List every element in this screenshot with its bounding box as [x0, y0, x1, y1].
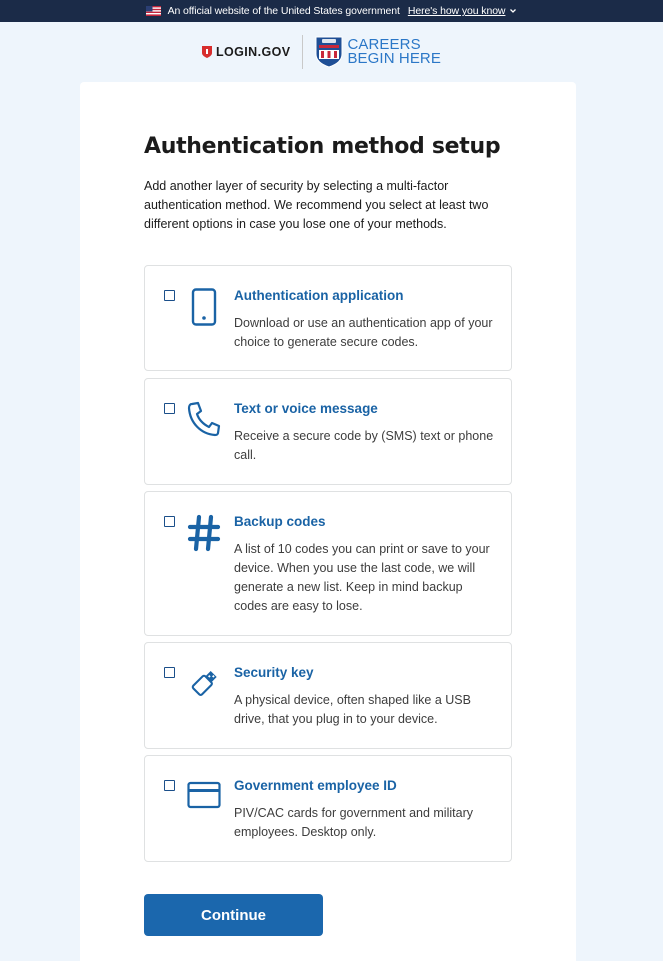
phone-handset-icon	[187, 401, 221, 439]
job-corps-shield-icon	[315, 36, 343, 68]
option-description: A physical device, often shaped like a USB drive, that you plug in to your device.	[234, 693, 471, 726]
option-backup-codes[interactable]	[144, 491, 512, 636]
checkbox[interactable]	[164, 667, 175, 678]
careers-logo	[315, 36, 441, 68]
shield-icon	[202, 46, 212, 58]
phone-device-icon	[187, 288, 221, 326]
careers-line-2: BEGIN HERE	[347, 50, 441, 67]
login-gov-logo-text: LOGIN.GOV	[216, 45, 291, 59]
login-gov-logo[interactable]	[202, 45, 300, 59]
option-security-key[interactable]	[144, 642, 512, 749]
option-title: Text or voice message	[234, 401, 378, 416]
option-title: Security key	[234, 665, 314, 680]
usb-key-icon	[187, 665, 221, 703]
continue-button[interactable]: Continue	[144, 894, 323, 936]
checkbox[interactable]	[164, 290, 175, 301]
heres-how-you-know-link[interactable]: Here's how you know	[407, 5, 506, 17]
checkbox[interactable]	[164, 780, 175, 791]
us-flag-icon	[146, 6, 161, 16]
checkbox[interactable]	[164, 516, 175, 527]
option-title: Government employee ID	[234, 778, 397, 793]
intro-text: Add another layer of security by selecting a multi-factor authentication method. We recommend you select at least two different options in case you lose one of your methods.	[144, 179, 489, 231]
chevron-down-icon[interactable]	[509, 7, 517, 15]
option-description: Receive a secure code by (SMS) text or phone call.	[234, 429, 494, 462]
careers-line-1: CAREERS	[347, 36, 421, 53]
option-title: Backup codes	[234, 514, 326, 529]
option-description: Download or use an authentication app of your choice to generate secure codes.	[234, 316, 493, 349]
careers-begin-here-text	[347, 38, 441, 66]
main-card	[80, 82, 576, 961]
checkbox[interactable]	[164, 403, 175, 414]
official-site-text: An official website of the United States government	[167, 5, 400, 17]
id-card-icon	[187, 778, 221, 816]
option-description: A list of 10 codes you can print or save to your device. When you use the last code, we will generate a new list. Keep in mind backup codes are easy to lose.	[234, 542, 490, 613]
hash-icon	[187, 514, 221, 552]
option-government-employee-id[interactable]	[144, 755, 512, 862]
option-text-or-voice[interactable]	[144, 378, 512, 485]
option-authentication-application[interactable]	[144, 265, 512, 371]
gov-banner	[0, 0, 663, 22]
page-title: Authentication method setup	[144, 134, 501, 159]
option-description: PIV/CAC cards for government and military employees. Desktop only.	[234, 806, 473, 839]
site-header	[0, 32, 663, 72]
option-title: Authentication application	[234, 288, 404, 303]
logo-divider	[302, 35, 303, 69]
